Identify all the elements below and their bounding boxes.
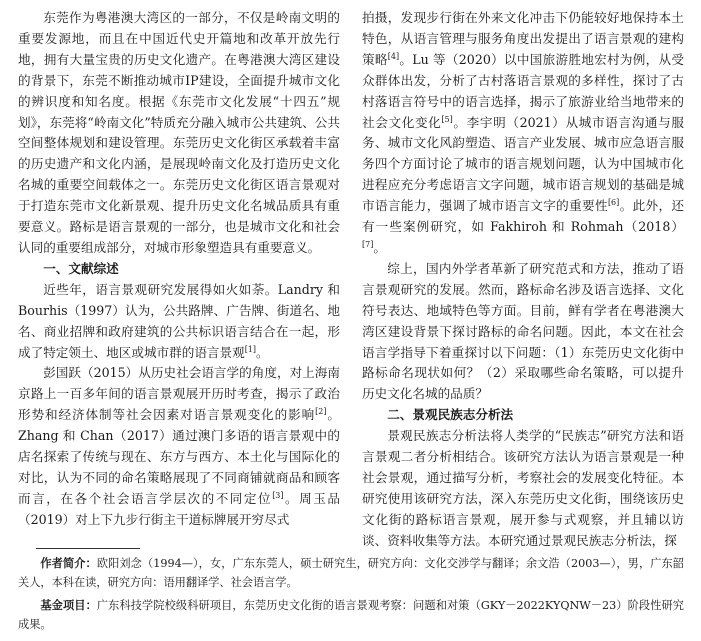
- paragraph-peng-guoyue: 彭国跃（2015）从历史社会语言学的角度，对上海南京路上一百多年间的语言景观展开历时考查，揭示了政治形势和经济体制等社会因素对语言景观变化的影响[2]。Zhang 和 Chan（2017）通过澳门多语的语言景观中的店名探索了传统与现在、东方与西方、本土化与国际化的对比，认为不同的命名策略展现了不同商铺就商品和顾客而言，在各个社会语言学层次的不同定位[3]。周玉品（2019）对上下九步行街主干道标牌展开穷尽式: [18, 365, 341, 527]
- citation-5: [5]: [441, 114, 453, 124]
- summary-paragraph: 综上，国内外学者革新了研究范式和方法，推动了语言景观研究的发展。然而，路标命名涉及语言选择、文化符号表达、地域特色等方面。目前，鲜有学者在粤港澳大湾区建设背景下探讨路标的命名问题。因此，本文在社会语言学指导下着重探讨以下问题：（1）东莞历史文化街中路标命名现状如何？（2）采取哪些命名策略，可以提升历史文化名城的品质？: [362, 260, 684, 402]
- citation-7: [7]: [362, 239, 374, 249]
- section-heading-literature-review: 一、文献综述: [43, 260, 119, 276]
- author-text: 欧阳刘念（1994—），女，广东东莞人，硕士研究生，研究方向：文化交涉学与翻译；余文浩（2003—），男，广东韶关人，本科在读，研究方向：语用翻译学、社会语言学。: [18, 557, 684, 589]
- intro-paragraph: 东莞作为粤港澳大湾区的一部分，不仅是岭南文明的重要发源地，而且在中国近代史开篇地和改革开放先行地，拥有大量宝贵的历史文化遗产。在粤港澳大湾区建设的背景下，东莞不断推动城市IP建设，全面提升城市文化的辨识度和知名度。根据《东莞市文化发展“十四五”规划》，东莞将“岭南文化”特质充分融入城市公共建筑、公共空间整体规划和建设管理。东莞历史文化街区承载着丰富的历史遗产和文化内涵，是展现岭南文化及打造历史文化名城的重要空间载体之一。东莞历史文化街区语言景观对于打造东莞市文化新景观、提升历史文化名城品质具有重要意义。路标是语言景观的一部分，也是城市文化和社会认同的重要组成部分，对城市形象塑造具有重要意义。: [18, 10, 340, 255]
- fund-label: 基金项目：: [40, 599, 97, 612]
- citation-1: [1]: [244, 344, 257, 354]
- paragraph-continued: 拍摄，发现步行街在外来文化冲击下仍能较好地保持本土特色，从语言管理与服务角度出发提出了语言景观的建构策略[4]。Lu 等（2020）以中国旅游胜地宏村为例，从受众群体出发，分析了古村落语言景观的多样性，探讨了古村落语言符号中的语言选择，揭示了旅游业给当地带来的社会文化变化[5]。李宇明（2021）从城市语言沟通与服务、城市文化风韵塑造、语言产业发展、城市应急语言服务四个方面讨论了城市的语言规划问题，认为中国城市化进程应充分考虑语言文字问题，城市语言规划的基础是城市语言能力，强调了城市语言文字的重要性[6]。此外，还有一些案例研究，如 Fakhiroh 和 Rohmah（2018）[7]。: [362, 10, 685, 255]
- footnote-divider: [36, 548, 140, 549]
- paragraph-landry-bourhis: 近些年，语言景观研究发展得如火如荼。Landry 和 Bourhis（1997）认为，公共路牌、广告牌、街道名、地名、商业招牌和政府建筑的公共标识语言结合在一起，形成了特定领土、地区或城市群的语言景观[1]。: [18, 281, 340, 360]
- right-column: [362, 8, 684, 552]
- citation-6: [6]: [607, 198, 620, 208]
- fund-footnote: [18, 596, 684, 634]
- citation-4: [4]: [387, 51, 400, 61]
- method-paragraph: 景观民族志分析法将人类学的“民族志”研究方法和语言景观二者分析相结合。该研究方法认为语言景观是一种社会景观，通过描写分析，考察社会的发展变化特征。本研究使用该研究方法，深入东莞历史文化街，围绕该历史文化街的路标语言景观，展开参与式观察，并且辅以访谈、资料收集等方法。本研究通过景观民族志分析法，探: [362, 428, 684, 548]
- left-column: [18, 8, 340, 531]
- citation-2: [2]: [315, 407, 327, 417]
- section-heading-method: 二、景观民族志分析法: [387, 407, 514, 423]
- author-footnote: [18, 554, 684, 592]
- citation-3: [3]: [272, 490, 284, 500]
- author-label: 作者简介：: [40, 557, 97, 570]
- fund-text: 广东科技学院校级科研项目，东莞历史文化街的语言景观考察：问题和对策（GKY－2022KYQNW－23）阶段性研究成果。: [18, 599, 684, 631]
